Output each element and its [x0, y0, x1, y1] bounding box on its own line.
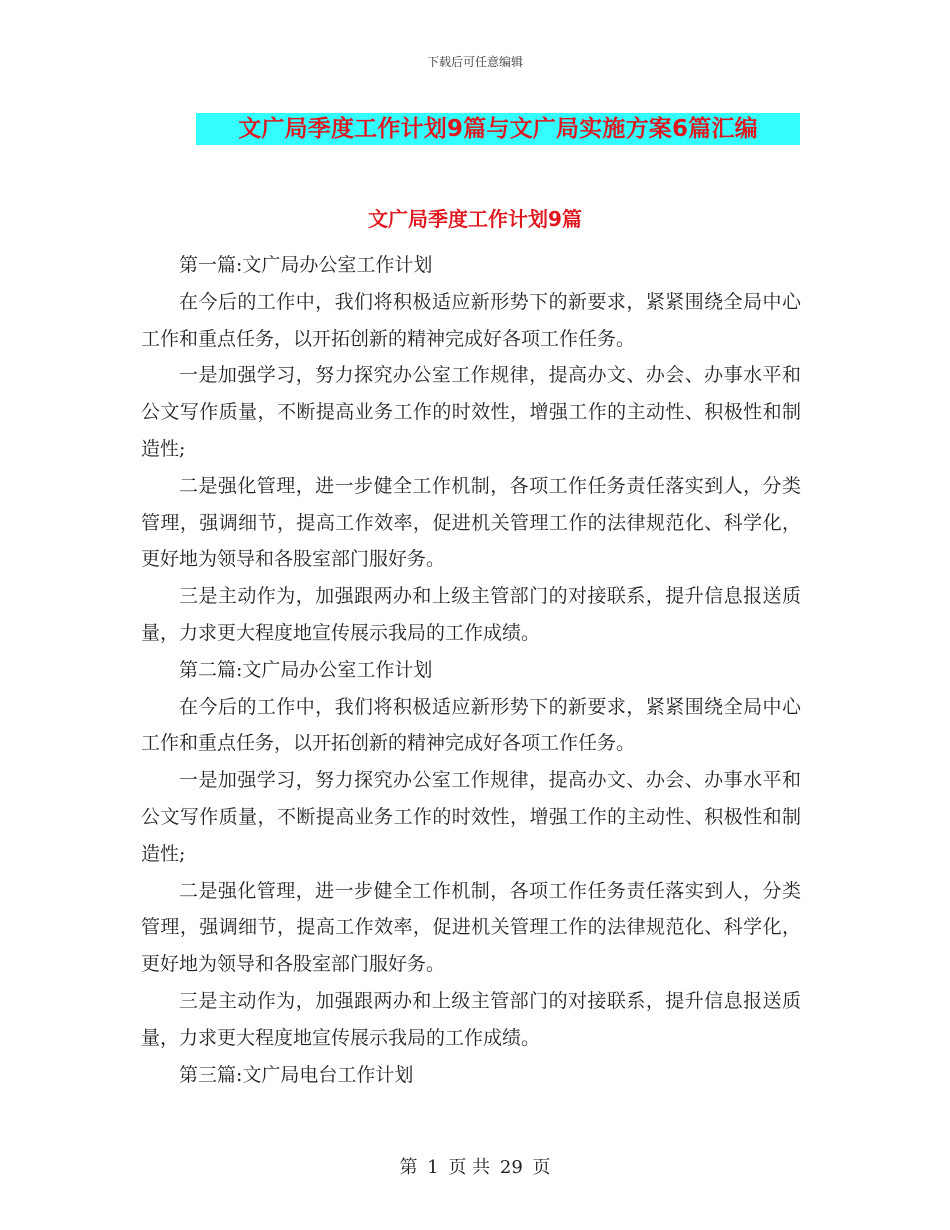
paragraph: 在今后的工作中，我们将积极适应新形势下的新要求，紧紧围绕全局中心工作和重点任务，以开拓创新的精神完成好各项工作任务。 [141, 290, 801, 350]
paragraph: 二是强化管理，进一步健全工作机制，各项工作任务责任落实到人，分类管理，强调细节，提高工作效率，促进机关管理工作的法律规范化、科学化，更好地为领导和各股室部门服好务。 [141, 879, 801, 976]
paragraph: 一是加强学习，努力探究办公室工作规律，提高办文、办会、办事水平和公文写作质量，不断提高业务工作的时效性，增强工作的主动性、积极性和制造性; [141, 769, 801, 865]
footer-prefix: 第 [399, 1157, 418, 1178]
paragraph: 三是主动作为，加强跟两办和上级主管部门的对接联系，提升信息报送质量，力求更大程度地宣传展示我局的工作成绩。 [141, 585, 801, 644]
paragraph-heading-3: 第三篇:文广局电台工作计划 [179, 1063, 414, 1086]
paragraph: 三是主动作为，加强跟两办和上级主管部门的对接联系，提升信息报送质量，力求更大程度地宣传展示我局的工作成绩。 [141, 989, 801, 1049]
document-title: 文广局季度工作计划9篇与文广局实施方案6篇汇编 [196, 113, 800, 145]
footer-suffix: 页 [532, 1157, 551, 1178]
page-footer [0, 1153, 950, 1179]
paragraph: 二是强化管理，进一步健全工作机制，各项工作任务责任落实到人，分类管理，强调细节，提高工作效率，促进机关管理工作的法律规范化、科学化，更好地为领导和各股室部门服好务。 [141, 474, 801, 571]
section-title: 文广局季度工作计划9篇 [368, 207, 582, 231]
paragraph: 在今后的工作中，我们将积极适应新形势下的新要求，紧紧围绕全局中心工作和重点任务，以开拓创新的精神完成好各项工作任务。 [141, 695, 801, 755]
paragraph-heading-1: 第一篇:文广局办公室工作计划 [179, 254, 433, 276]
paragraph-heading-2: 第二篇:文广局办公室工作计划 [179, 658, 433, 681]
document-body [141, 247, 801, 1093]
page-header-note: 下载后可任意编辑 [426, 55, 523, 69]
current-page-number: 1 [427, 1157, 439, 1178]
paragraph: 一是加强学习，努力探究办公室工作规律，提高办文、办会、办事水平和公文写作质量，不断提高业务工作的时效性，增强工作的主动性、积极性和制造性; [141, 364, 801, 460]
footer-middle: 页 共 [448, 1157, 491, 1178]
total-page-count: 29 [499, 1157, 523, 1178]
